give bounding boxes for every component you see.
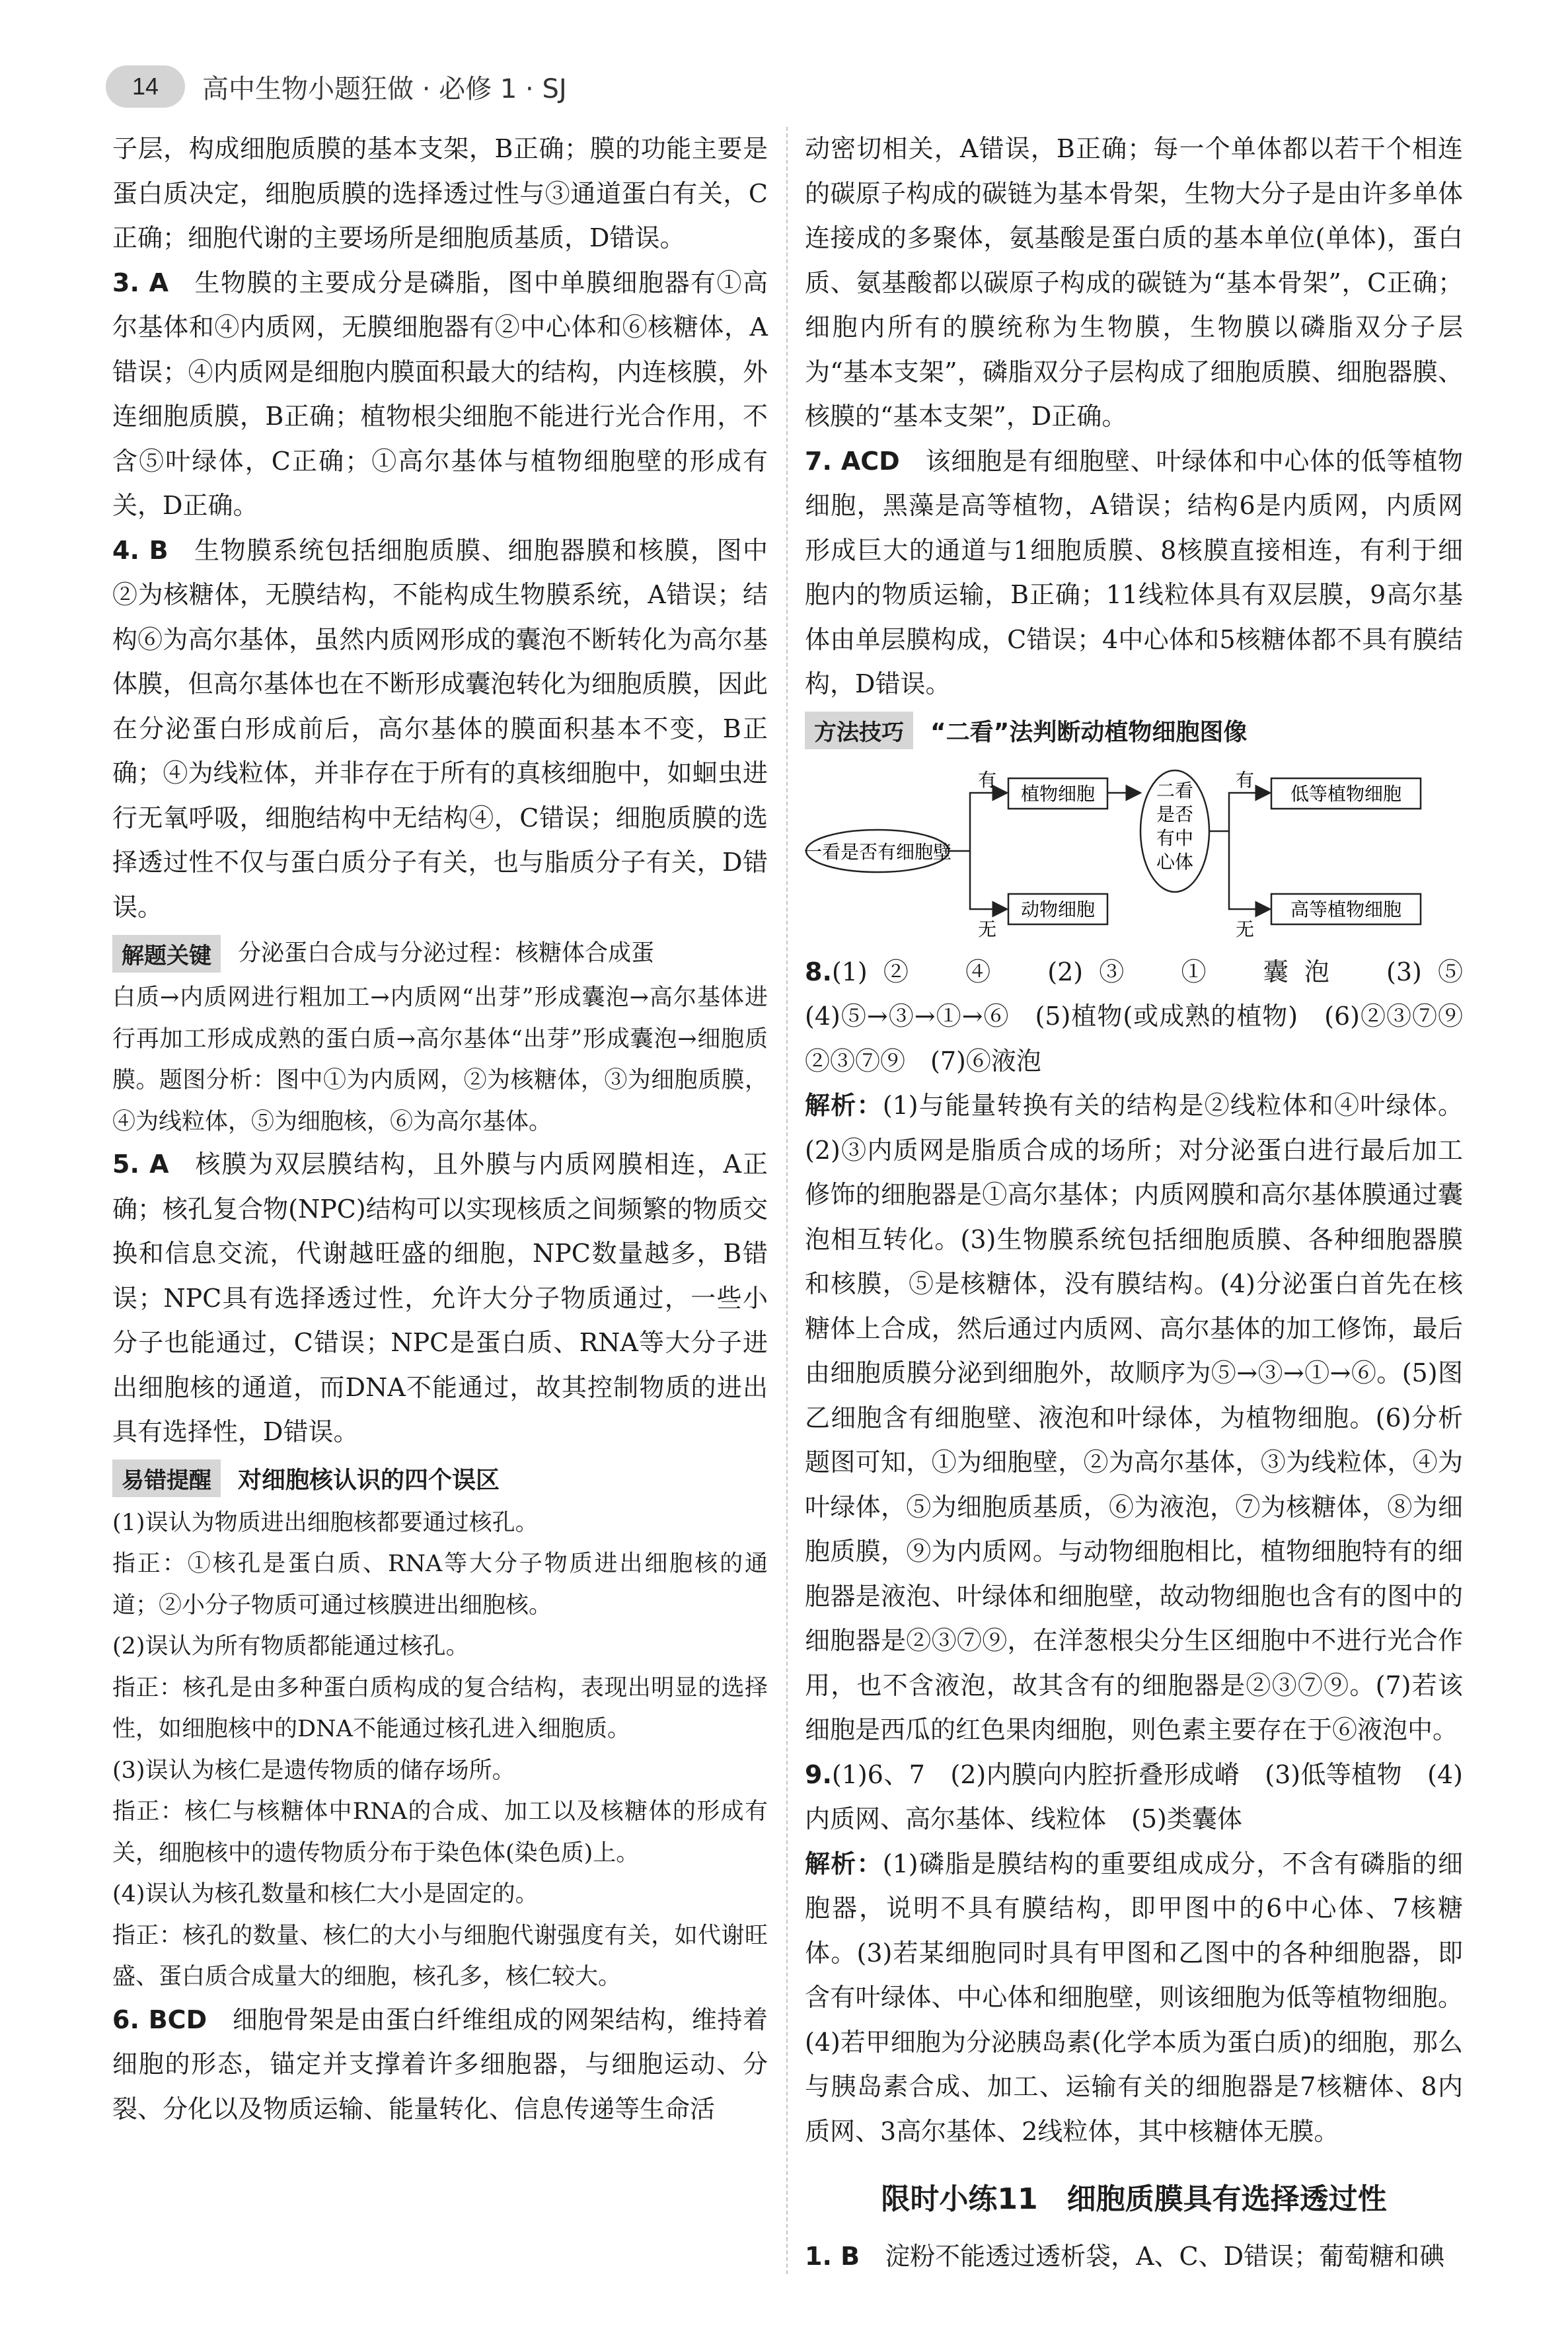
analysis-8 xyxy=(805,1084,1463,1753)
answer-9 xyxy=(805,1753,1463,1842)
tip-header xyxy=(112,931,768,976)
answer-7 xyxy=(805,439,1463,707)
tip-list xyxy=(112,1502,768,1998)
paragraph: 动密切相关，A错误，B正确；每一个单体都以若干个相连的碳原子构成的碳链为基本骨架，生物大分子是由许多单体连接成的多聚体，氨基酸是蛋白质的基本单位(单体)，蛋白质、氨基酸都以碳原子构成的碳链为“基本骨架”，C正确；细胞内所有的膜统称为生物膜，生物膜以磷脂双分子层为“基本支架”，磷脂双分子层构成了细胞质膜、细胞器膜、核膜的“基本支架”，D正确。 xyxy=(805,134,1463,431)
plant-cell-label: 植物细胞 xyxy=(1020,782,1096,805)
answer-number: 1. B xyxy=(805,2242,860,2271)
analysis-text: (1)与能量转换有关的结构是②线粒体和④叶绿体。(2)③内质网是脂质合成的场所；对分泌蛋白进行最后加工修饰的细胞器是①高尔基体；内质网膜和高尔基体膜通过囊泡相互转化。(3)生物膜系统包括细胞质膜、各种细胞器膜和核膜，⑤是核糖体，没有膜结构。(4)分泌蛋白首先在核糖体上合成，然后通过内质网、高尔基体的加工修饰，最后由细胞质膜分泌到细胞外，故顺序为⑤→③→①→⑥。(5)图乙细胞含有细胞壁、液泡和叶绿体，为植物细胞。(6)分析题图可知，①为细胞壁，②为高尔基体，③为线粒体，④为叶绿体，⑤为细胞质基质，⑥为液泡，⑦为核糖体，⑧为细胞质膜，⑨为内质网。与动物细胞相比，植物细胞特有的细胞器是液泡、叶绿体和细胞壁，故动物细胞也含有的图中的细胞器是②③⑦⑨，在洋葱根尖分生区细胞中不进行光合作用，也不含液泡，故其含有的细胞器是②③⑦⑨。(7)若该细胞是西瓜的红色果肉细胞，则色素主要存在于⑥液泡中。 xyxy=(805,1091,1463,1744)
analysis-label: 解析： xyxy=(805,1091,883,1120)
higher-plant-label: 高等植物细胞 xyxy=(1290,898,1402,920)
yes-label: 有 xyxy=(978,768,997,791)
tip-title: “二看”法判断动植物细胞图像 xyxy=(930,719,1248,746)
answer-8 xyxy=(805,950,1489,1084)
tip-line: (2)误认为所有物质都能通过核孔。 xyxy=(112,1633,469,1660)
no-label: 无 xyxy=(1236,918,1255,940)
branch-no-line xyxy=(970,851,1007,909)
answer-text: 生物膜系统包括细胞质膜、细胞器膜和核膜，图中②为核糖体，无膜结构，不能构成生物膜系统，A错误；结构⑥为高尔基体，虽然内质网形成的囊泡不断转化为高尔基体膜，但高尔基体也在不断形成囊泡转化为细胞质膜，因此在分泌蛋白形成前后，高尔基体的膜面积基本不变，B正确；④为线粒体，并非存在于所有的真核细胞中，如蛔虫进行无氧呼吸，细胞结构中无结构④，C错误；细胞质膜的选择透过性不仅与蛋白质分子有关，也与脂质分子有关，D错误。 xyxy=(112,535,768,922)
answer-key: (1)6、7 (2)内膜向内腔折叠形成嵴 (3)低等植物 (4)内质网、高尔基体、线粒体 (5)类囊体 xyxy=(805,1759,1463,1833)
answer-number: 3. A xyxy=(112,268,169,297)
answer-text: 细胞骨架是由蛋白纤维组成的网架结构，维持着细胞的形态，锚定并支撑着许多细胞器，与细胞运动、分裂、分化以及物质运输、能量转化、信息传递等生命活 xyxy=(112,2005,768,2123)
page-number: 14 xyxy=(106,65,185,108)
answer-text: 该细胞是有细胞壁、叶绿体和中心体的低等植物细胞，黑藻是高等植物，A错误；结构6是内质网，内质网形成巨大的通道与1细胞质膜、8核膜直接相连，有利于细胞内的物质运输，B正确；11线粒体具有双层膜，9高尔基体由单层膜构成，C错误；4中心体和5核糖体都不具有膜结构，D错误。 xyxy=(805,446,1463,698)
tip-tag: 方法技巧 xyxy=(805,712,913,749)
answer-number: 8. xyxy=(805,957,832,986)
check2-line: 二看 xyxy=(1156,779,1194,801)
right-column xyxy=(805,127,1489,2279)
answer-number: 6. BCD xyxy=(112,2005,207,2034)
section-title: 限时小练11 细胞质膜具有选择透过性 xyxy=(881,2182,1387,2216)
lower-plant-label: 低等植物细胞 xyxy=(1290,782,1402,805)
analysis-label: 解析： xyxy=(805,1849,883,1878)
tip-title: 对细胞核认识的四个误区 xyxy=(238,1467,500,1494)
tip-header xyxy=(112,1456,768,1501)
flowchart-svg xyxy=(805,758,1463,943)
tip-line: 指正：核孔的数量、核仁的大小与细胞代谢强度有关，如代谢旺盛、蛋白质合成量大的细胞，核孔多，核仁较大。 xyxy=(112,1922,768,1990)
check2-line: 心体 xyxy=(1156,850,1194,873)
tip-header xyxy=(805,708,1463,753)
yes-label: 有 xyxy=(1236,768,1255,791)
answer-s1 xyxy=(805,2234,1463,2279)
answer-text: 淀粉不能透过透析袋，A、C、D错误；葡萄糖和碘 xyxy=(885,2242,1445,2271)
answer-5 xyxy=(112,1142,768,1455)
tip-line: 指正：核孔是由多种蛋白质构成的复合结构，表现出明显的选择性，如细胞核中的DNA不能通过核孔进入细胞质。 xyxy=(112,1674,768,1742)
branch2-no-line xyxy=(1229,831,1270,909)
answer-number: 5. A xyxy=(112,1150,169,1179)
check2-line: 是否 xyxy=(1156,803,1194,825)
column-divider xyxy=(786,127,788,2274)
paragraph: 子层，构成细胞质膜的基本支架，B正确；膜的功能主要是蛋白质决定，细胞质膜的选择透过性与③通道蛋白有关，C正确；细胞代谢的主要场所是细胞质基质，D错误。 xyxy=(112,134,768,252)
tip-title: 分泌蛋白合成与分泌过程：核糖体合成蛋 xyxy=(238,940,655,967)
answer-text: 核膜为双层膜结构，且外膜与内质网膜相连，A正确；核孔复合物(NPC)结构可以实现核质之间频繁的物质交换和信息交流，代谢越旺盛的细胞，NPC数量越多，B错误；NPC具有选择透过性，允许大分子物质通过，一些小分子也能通过，C错误；NPC是蛋白质、RNA等大分子进出细胞核的通道，而DNA不能通过，故其控制物质的进出具有选择性，D错误。 xyxy=(112,1150,768,1446)
page-header xyxy=(106,63,567,110)
answer-number: 4. B xyxy=(112,535,168,565)
analysis-9 xyxy=(805,1842,1463,2155)
animal-cell-label: 动物细胞 xyxy=(1020,898,1096,920)
start-node-label: 一看是否有细胞壁 xyxy=(805,840,952,863)
book-title: 高中生物小题狂做 · 必修 1 · SJ xyxy=(202,73,567,104)
tip-tag: 解题关键 xyxy=(112,935,221,973)
answer-4 xyxy=(112,529,768,930)
branch2-yes-line xyxy=(1209,793,1270,831)
answer-number: 7. ACD xyxy=(805,446,900,476)
answer-number: 9. xyxy=(805,1759,832,1789)
tip-line: 指正：核仁与核糖体中RNA的合成、加工以及核糖体的形成有关，细胞核中的遗传物质分布于染色体(染色质)上。 xyxy=(112,1798,768,1866)
answer-key: (1)② ④ (2)③ ① 囊泡 (3)⑤ (4)⑤→③→①→⑥ (5)植物(或成熟的植物) (6)②③⑦⑨ ②③⑦⑨ (7)⑥液泡 xyxy=(805,957,1489,1076)
left-column xyxy=(112,127,768,2131)
answer-3 xyxy=(112,261,768,529)
tip-line: (3)误认为核仁是遗传物质的储存场所。 xyxy=(112,1757,515,1784)
tip-text: 白质→内质网进行粗加工→内质网“出芽”形成囊泡→高尔基体进行再加工形成成熟的蛋白质→高尔基体“出芽”形成囊泡→细胞质膜。题图分析：图中①为内质网，②为核糖体，③为细胞质膜，④为线粒体，⑤为细胞核，⑥为高尔基体。 xyxy=(112,984,768,1135)
check2-line: 有中 xyxy=(1156,827,1194,849)
no-label: 无 xyxy=(978,918,997,940)
answer-text: 生物膜的主要成分是磷脂，图中单膜细胞器有①高尔基体和④内质网，无膜细胞器有②中心体和⑥核糖体，A错误；④内质网是细胞内膜面积最大的结构，内连核膜，外连细胞质膜，B正确；植物根尖细胞不能进行光合作用，不含⑤叶绿体，C正确；①高尔基体与植物细胞壁的形成有关，D正确。 xyxy=(112,268,768,520)
tip-tag: 易错提醒 xyxy=(112,1459,221,1497)
tip-line: 指正：①核孔是蛋白质、RNA等大分子物质进出细胞核的通道；②小分子物质可通过核膜进出细胞核。 xyxy=(112,1551,768,1619)
flowchart xyxy=(805,758,1463,943)
tip-line: (4)误认为核孔数量和核仁大小是固定的。 xyxy=(112,1881,539,1907)
branch-yes-line xyxy=(949,793,1007,851)
analysis-text: (1)磷脂是膜结构的重要组成成分，不含有磷脂的细胞器，说明不具有膜结构，即甲图中的6中心体、7核糖体。(3)若某细胞同时具有甲图和乙图中的各种细胞器，即含有叶绿体、中心体和细胞壁，则该细胞为低等植物细胞。(4)若甲细胞为分泌胰岛素(化学本质为蛋白质)的细胞，那么与胰岛素合成、加工、运输有关的细胞器是7核糖体、8内质网、3高尔基体、2线粒体，其中核糖体无膜。 xyxy=(805,1849,1463,2146)
tip-line: (1)误认为物质进出细胞核都要通过核孔。 xyxy=(112,1509,539,1536)
answer-6 xyxy=(112,1998,768,2132)
